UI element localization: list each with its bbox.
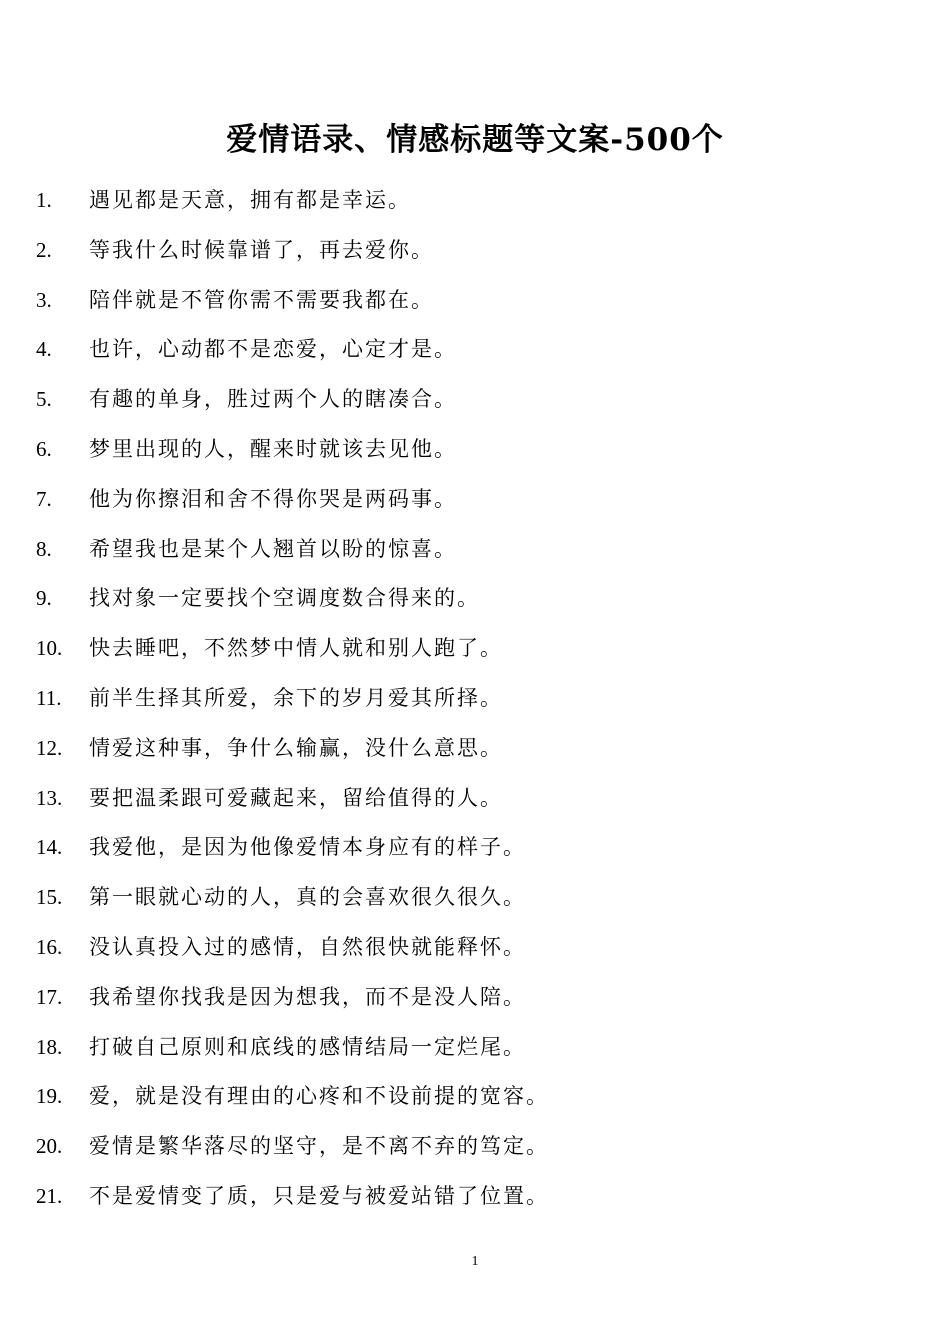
list-item-number: 3.: [36, 287, 52, 312]
list-item: [0, 325, 950, 375]
list-item-number: 6.: [36, 436, 52, 461]
list-item-number: 5.: [36, 387, 52, 412]
list-item: [0, 226, 950, 276]
list-item-number: 1.: [36, 188, 52, 212]
list-item-text: 打破自己原则和底线的感情结局一定烂尾。: [89, 1034, 526, 1059]
list-item: [0, 724, 950, 774]
list-item-text: 不是爱情变了质，只是爱与被爱站错了位置。: [89, 1183, 549, 1208]
list-item-text: 等我什么时候靠谱了，再去爱你。: [89, 237, 434, 262]
list-item-text: 我爱他，是因为他像爱情本身应有的样子。: [89, 835, 526, 860]
list-item-number: 2.: [36, 237, 52, 262]
list-item-number: 7.: [36, 486, 52, 511]
list-item: [0, 1072, 950, 1122]
list-item: [0, 276, 950, 326]
list-item-number: 20.: [36, 1134, 63, 1159]
list-item-number: 4.: [36, 337, 52, 362]
list-item-number: 21.: [36, 1183, 63, 1208]
list-item: [0, 1023, 950, 1073]
page-title: 爱情语录、情感标题等文案-500个: [226, 122, 724, 158]
list-item: [0, 375, 950, 425]
list-item: [0, 574, 950, 624]
list-item-text: 爱情是繁华落尽的坚守，是不离不弃的笃定。: [89, 1134, 549, 1159]
list-item-text: 梦里出现的人，醒来时就该去见他。: [89, 436, 457, 461]
list-item: [0, 624, 950, 674]
list-item-text: 没认真投入过的感情，自然很快就能释怀。: [89, 934, 526, 959]
list-item-number: 17.: [36, 984, 63, 1009]
list-item-text: 前半生择其所爱，余下的岁月爱其所择。: [89, 685, 503, 710]
list-item-text: 有趣的单身，胜过两个人的瞎凑合。: [89, 387, 457, 412]
list-item: [0, 973, 950, 1023]
list-item-text: 第一眼就心动的人，真的会喜欢很久很久。: [89, 885, 526, 910]
list-item: [0, 475, 950, 525]
page-number: 1: [471, 1254, 479, 1269]
list-item-text: 他为你擦泪和舍不得你哭是两码事。: [89, 486, 457, 511]
list-item-number: 18.: [36, 1034, 63, 1059]
list-item-number: 11.: [36, 685, 62, 710]
list-item: [0, 1172, 950, 1222]
list-item-number: 9.: [36, 586, 52, 611]
list-item-text: 也许，心动都不是恋爱，心定才是。: [89, 337, 457, 362]
list-item-text: 快去睡吧，不然梦中情人就和别人跑了。: [89, 636, 503, 661]
list-item-number: 8.: [36, 536, 52, 561]
list-item-number: 10.: [36, 636, 63, 661]
list-item: [0, 176, 950, 226]
list-item-text: 要把温柔跟可爱藏起来，留给值得的人。: [89, 785, 503, 810]
list-item: [0, 923, 950, 973]
list-item-text: 希望我也是某个人翘首以盼的惊喜。: [89, 536, 457, 561]
list-item-text: 情爱这种事，争什么输赢，没什么意思。: [89, 735, 503, 760]
list-item: [0, 774, 950, 824]
list-item-number: 15.: [36, 885, 63, 910]
list-item-number: 16.: [36, 934, 63, 959]
list-item-text: 陪伴就是不管你需不需要我都在。: [89, 287, 434, 312]
list-item-number: 19.: [36, 1084, 63, 1109]
list-item: [0, 823, 950, 873]
list-item: [0, 674, 950, 724]
list-item-text: 找对象一定要找个空调度数合得来的。: [89, 586, 480, 611]
quote-list: [0, 176, 950, 1222]
list-item-number: 14.: [36, 835, 63, 860]
list-item-number: 13.: [36, 785, 63, 810]
list-item: [0, 425, 950, 475]
list-item: [0, 1122, 950, 1172]
list-item-text: 我希望你找我是因为想我，而不是没人陪。: [89, 984, 526, 1009]
list-item: [0, 525, 950, 575]
list-item: [0, 873, 950, 923]
list-item-text: 爱，就是没有理由的心疼和不设前提的宽容。: [89, 1084, 549, 1109]
list-item-text: 遇见都是天意，拥有都是幸运。: [89, 188, 411, 212]
list-item-number: 12.: [36, 735, 63, 760]
